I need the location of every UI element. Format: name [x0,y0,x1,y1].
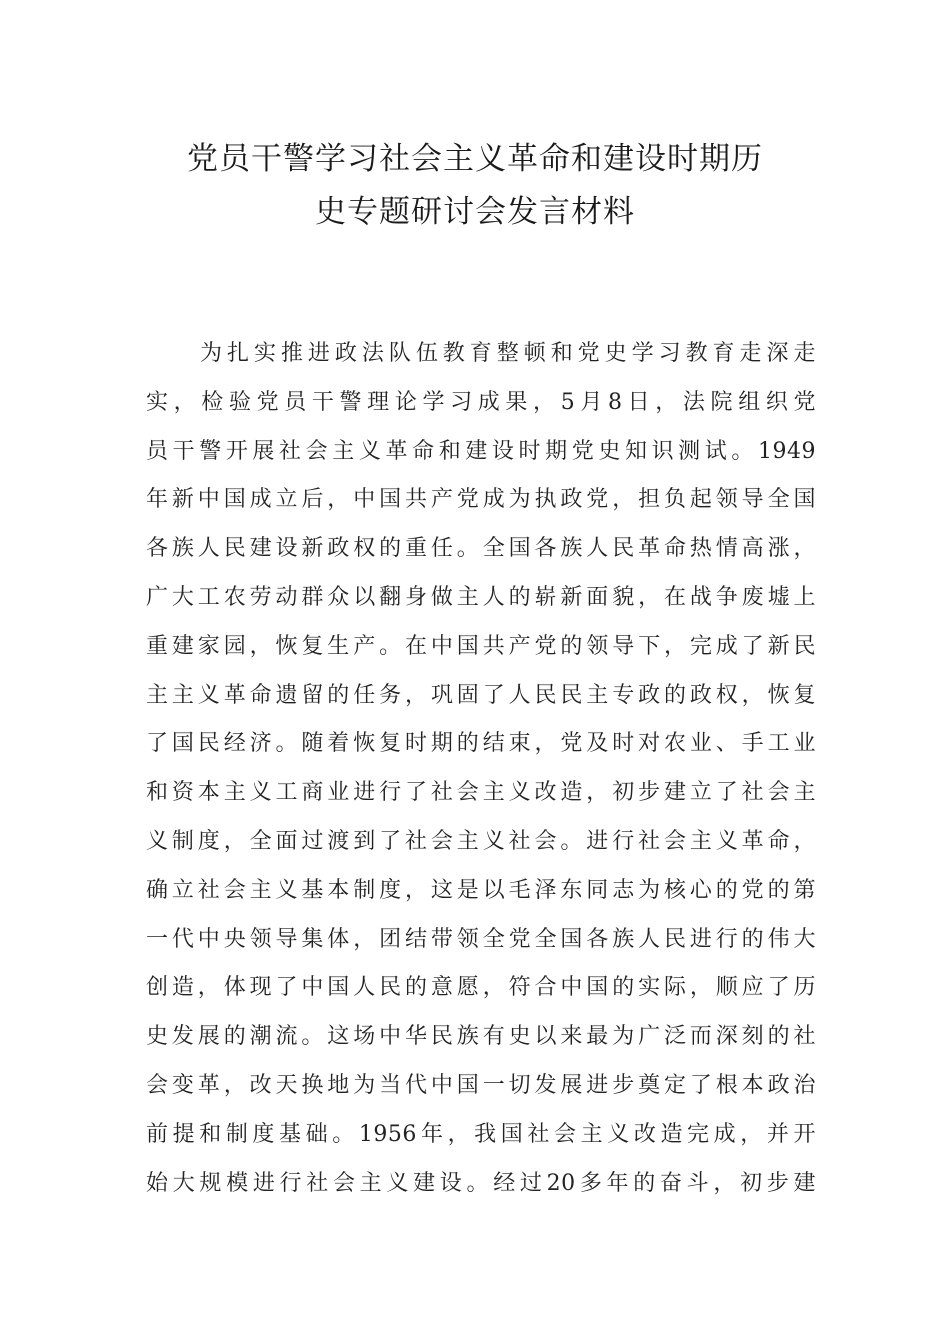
document-title-line-2: 史专题研讨会发言材料 [315,194,635,230]
paragraph-line: 为扎实推进政法队伍教育整顿和党史学习教育走深走 [200,341,816,366]
paragraph-line: 一代中央领导集体，团结带领全党全国各族人民进行的伟大 [146,926,816,952]
paragraph-line: 确立社会主义基本制度，这是以毛泽东同志为核心的党的第 [146,877,816,903]
paragraph-line: 创造，体现了中国人民的意愿，符合中国的实际，顺应了历 [146,975,816,1001]
paragraph-line: 重建家园，恢复生产。在中国共产党的领导下，完成了新民 [146,633,816,659]
document-body-paragraph [146,330,816,1208]
paragraph-line: 年新中国成立后，中国共产党成为执政党，担负起领导全国 [146,487,816,513]
paragraph-line: 主主义革命遗留的任务，巩固了人民民主专政的政权，恢复 [146,682,816,708]
document-title-line-1: 党员干警学习社会主义革命和建设时期历 [187,141,763,177]
paragraph-line: 前提和制度基础。1956年，我国社会主义改造完成，并开 [146,1121,816,1147]
paragraph-line: 员干警开展社会主义革命和建设时期党史知识测试。1949 [146,438,816,464]
paragraph-line: 史发展的潮流。这场中华民族有史以来最为广泛而深刻的社 [146,1024,816,1050]
paragraph-line: 各族人民建设新政权的重任。全国各族人民革命热情高涨， [146,536,816,562]
paragraph-line: 广大工农劳动群众以翻身做主人的崭新面貌，在战争废墟上 [146,584,816,610]
paragraph-line: 和资本主义工商业进行了社会主义改造，初步建立了社会主 [146,780,816,806]
paragraph-line: 了国民经济。随着恢复时期的结束，党及时对农业、手工业 [146,731,816,757]
paragraph-line: 会变革，改天换地为当代中国一切发展进步奠定了根本政治 [146,1072,816,1098]
paragraph-line: 始大规模进行社会主义建设。经过20多年的奋斗，初步建 [146,1170,816,1196]
paragraph-line: 实，检验党员干警理论学习成果，5月8日，法院组织党 [146,389,816,415]
paragraph-line: 义制度，全面过渡到了社会主义社会。进行社会主义革命， [146,828,816,854]
